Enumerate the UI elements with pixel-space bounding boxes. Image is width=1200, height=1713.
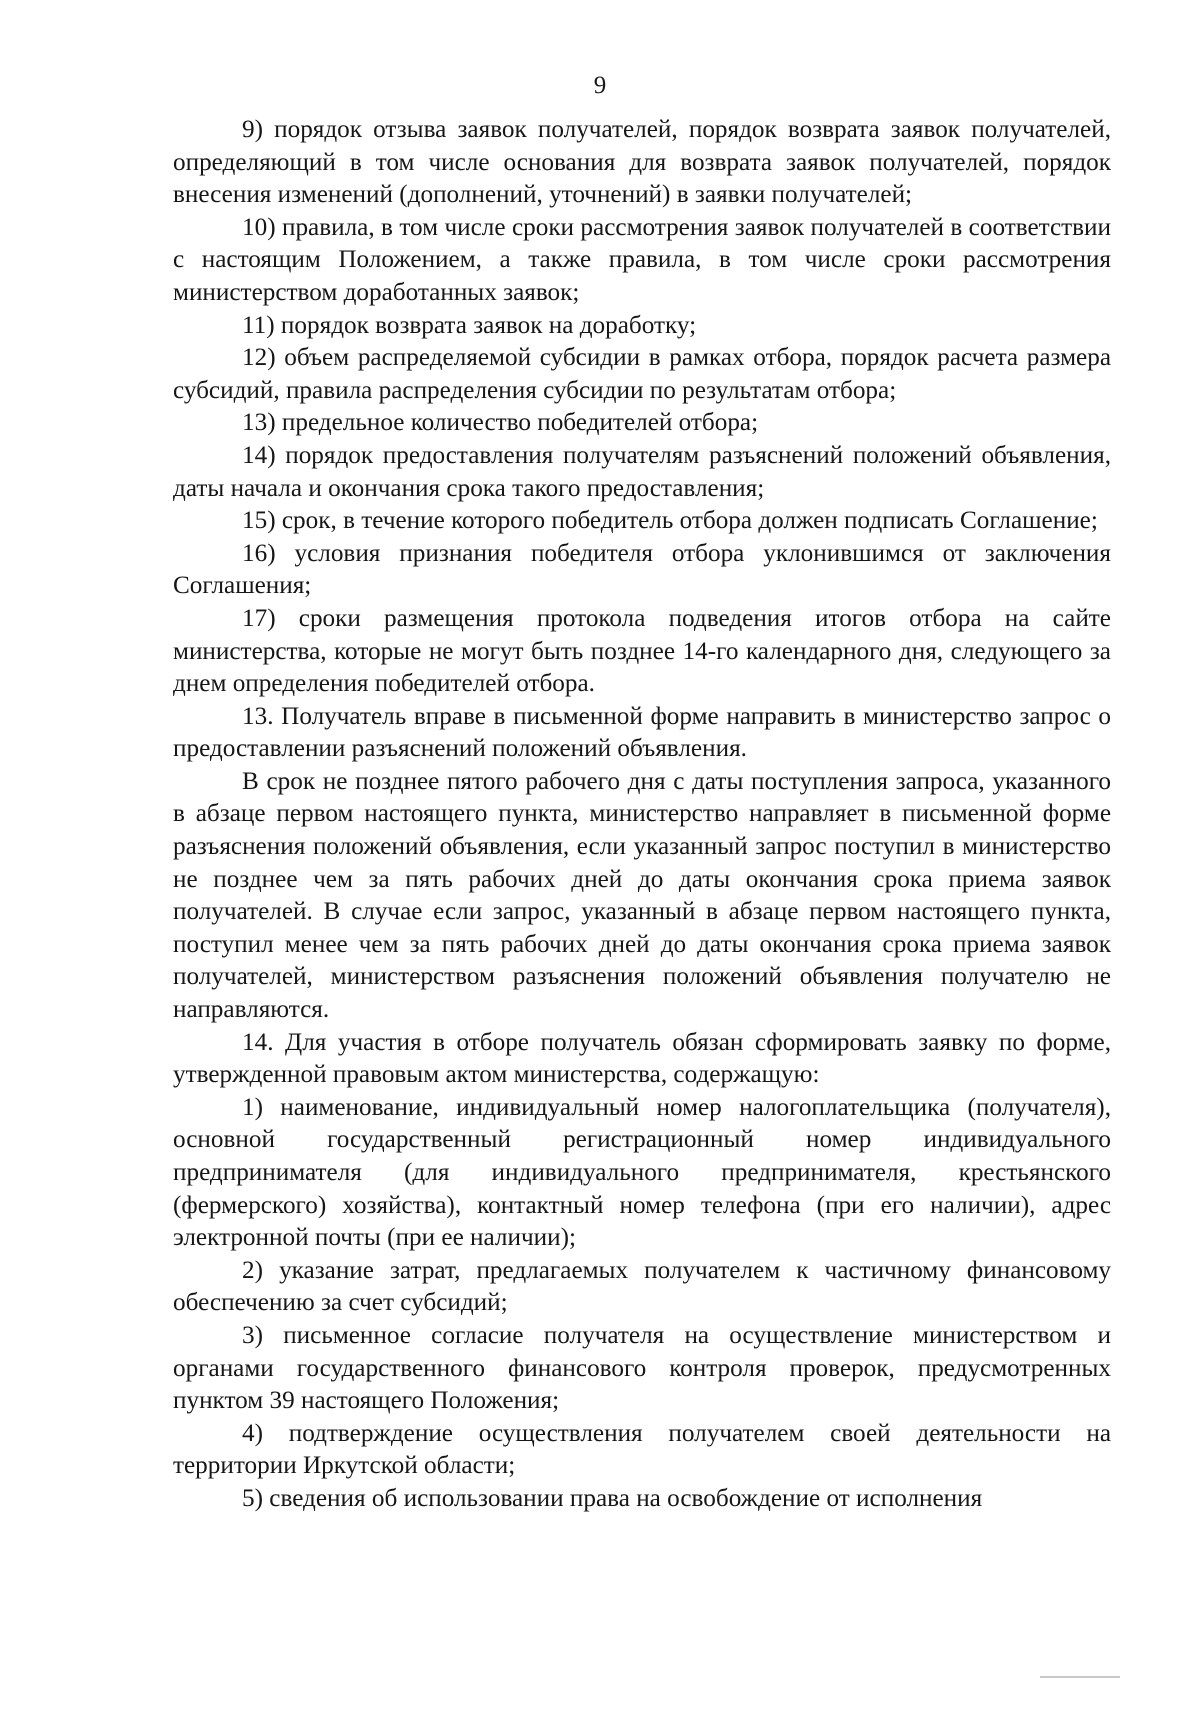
paragraph-item-16: 16) условия признания победителя отбора уклонившимся от заключения Соглашения; (173, 539, 1111, 600)
document-body (173, 114, 1111, 1516)
paragraph-item-9: 9) порядок отзыва заявок получателей, порядок возврата заявок получателей, определяющий в том числе основания для возврата заявок получателей, порядок внесения изменений (дополнений, уточнений) в заявки получателей; (173, 116, 1111, 209)
paragraph-item-14: 14) порядок предоставления получателям разъяснений положений объявления, даты начала и окончания срока такого предоставления; (173, 441, 1111, 502)
paragraph-item-13: 13) предельное количество победителей отбора; (242, 409, 759, 437)
clause-14-item-4: 4) подтверждение осуществления получателем своей деятельности на территории Иркутской области; (173, 1419, 1111, 1480)
clause-14-item-2: 2) указание затрат, предлагаемых получателем к частичному финансовому обеспечению за счет субсидий; (173, 1256, 1111, 1317)
paragraph-item-17: 17) сроки размещения протокола подведения итогов отбора на сайте министерства, которые не могут быть позднее 14-го календарного дня, следующего за днем определения победителей отбора. (173, 604, 1111, 698)
paragraph-item-11: 11) порядок возврата заявок на доработку; (242, 311, 697, 339)
clause-14-item-1: 1) наименование, индивидуальный номер налогоплательщика (получателя), основной государственный регистрационный номер индивидуального предпринимателя (для индивидуального предпринимателя, крестьянского (фермерского) хозяйства), контактный номер телефона (при его наличии), адрес электронной почты (при ее наличии); (173, 1093, 1111, 1252)
clause-13-deadline-paragraph: В срок не позднее пятого рабочего дня с даты поступления запроса, указанного в абзаце первом настоящего пункта, министерство направляет в письменной форме разъяснения положений объявления, если указанный запрос поступил в министерство не позднее чем за пять рабочих дней до даты окончания срока приема заявок получателей. В случае если запрос, указанный в абзаце первом настоящего пункта, поступил менее чем за пять рабочих дней до даты окончания срока приема заявок получателей, министерством разъяснения положений объявления получателю не направляются. (173, 767, 1111, 1024)
paragraph-item-15: 15) срок, в течение которого победитель отбора должен подписать Соглашение; (242, 507, 1098, 535)
page-number: 9 (593, 72, 607, 99)
paragraph-item-12: 12) объем распределяемой субсидии в рамках отбора, порядок расчета размера субсидий, правила распределения субсидии по результатам отбора; (173, 344, 1111, 404)
clause-13: 13. Получатель вправе в письменной форме направить в министерство запрос о предоставлении разъяснений положений объявления. (173, 702, 1111, 763)
clause-14: 14. Для участия в отборе получатель обязан сформировать заявку по форме, утвержденной правовым актом министерства, содержащую: (173, 1028, 1111, 1089)
clause-14-item-3: 3) письменное согласие получателя на осуществление министерством и органами государственного финансового контроля проверок, предусмотренных пунктом 39 настоящего Положения; (173, 1321, 1111, 1415)
scan-artifact (1040, 1676, 1120, 1678)
clause-14-item-5: 5) сведения об использовании права на освобождение от исполнения (242, 1484, 983, 1512)
paragraph-item-10: 10) правила, в том числе сроки рассмотрения заявок получателей в соответствии с настоящим Положением, а также правила, в том числе сроки рассмотрения министерством доработанных заявок; (173, 213, 1111, 306)
